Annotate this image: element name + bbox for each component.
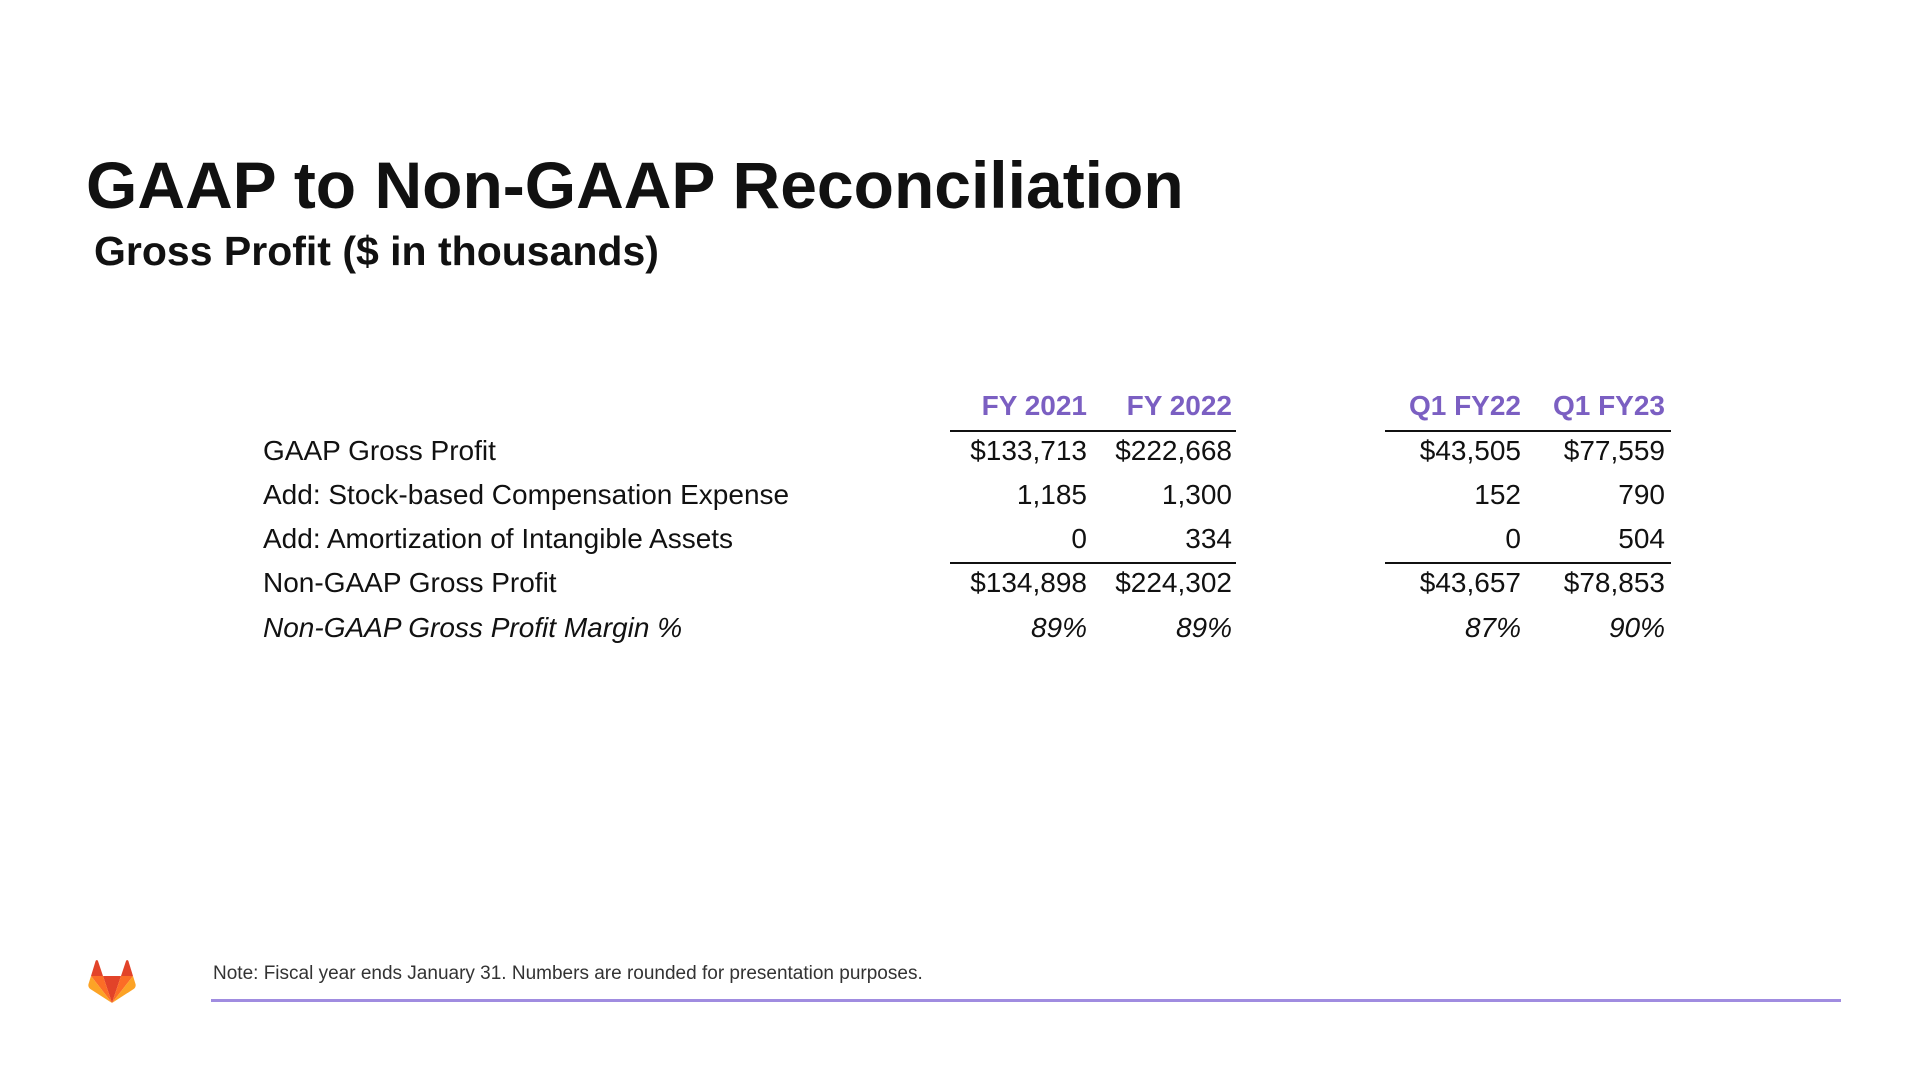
- header-rule-fiscal-years: [950, 430, 1236, 432]
- table-cell: $77,559: [1563, 435, 1665, 466]
- page-title: GAAP to Non-GAAP Reconciliation: [86, 148, 1184, 222]
- table-cell: 0: [1071, 523, 1087, 554]
- table-cell: 504: [1618, 523, 1665, 554]
- table-cell: $133,713: [970, 435, 1087, 466]
- column-header-q1fy22: Q1 FY22: [1408, 390, 1521, 421]
- page-subtitle: Gross Profit ($ in thousands): [94, 228, 659, 274]
- table-cell: 90%: [1608, 612, 1665, 643]
- table-cell: 89%: [1175, 612, 1232, 643]
- table-cell: $78,853: [1563, 567, 1665, 598]
- column-header-fy2021: FY 2021: [981, 390, 1087, 421]
- subtotal-rule-fiscal-years: [950, 562, 1236, 564]
- table-cell: 1,300: [1161, 479, 1232, 510]
- table-cell: 152: [1474, 479, 1521, 510]
- table-cell: $224,302: [1115, 567, 1232, 598]
- column-header-fy2022: FY 2022: [1126, 390, 1232, 421]
- table-cell: 790: [1618, 479, 1665, 510]
- subtotal-rule-quarters: [1385, 562, 1671, 564]
- column-header-q1fy23: Q1 FY23: [1552, 390, 1665, 421]
- row-label-amortization-intangibles: Add: Amortization of Intangible Assets: [263, 523, 734, 554]
- table-cell: $222,668: [1115, 435, 1232, 466]
- row-label-non-gaap-gross-profit: Non-GAAP Gross Profit: [263, 567, 557, 598]
- table-cell: 89%: [1030, 612, 1087, 643]
- table-cell: 1,185: [1016, 479, 1087, 510]
- table-cell: $43,505: [1419, 435, 1521, 466]
- row-label-stock-based-compensation: Add: Stock-based Compensation Expense: [263, 479, 790, 510]
- table-cell: 0: [1505, 523, 1521, 554]
- table-cell: $43,657: [1419, 567, 1521, 598]
- footer-divider: [211, 999, 1841, 1002]
- header-rule-quarters: [1385, 430, 1671, 432]
- row-label-non-gaap-margin: Non-GAAP Gross Profit Margin %: [263, 612, 683, 643]
- table-cell: $134,898: [970, 567, 1087, 598]
- footnote: Note: Fiscal year ends January 31. Numbers are rounded for presentation purposes.: [213, 963, 923, 984]
- table-cell: 334: [1185, 523, 1232, 554]
- gitlab-tanuki-icon: [88, 960, 136, 1004]
- row-label-gaap-gross-profit: GAAP Gross Profit: [263, 435, 496, 466]
- table-cell: 87%: [1464, 612, 1521, 643]
